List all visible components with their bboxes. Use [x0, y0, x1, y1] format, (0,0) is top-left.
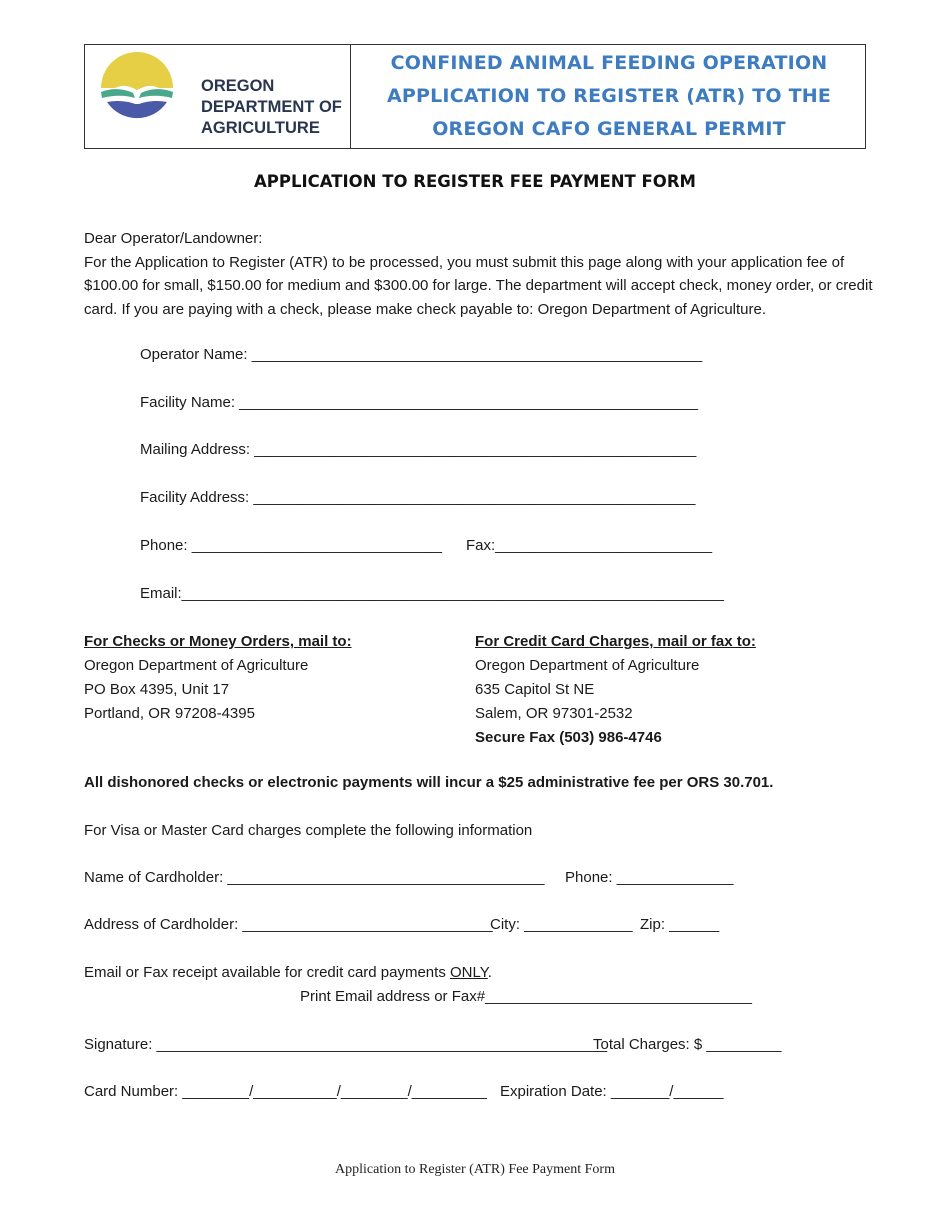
- city-field[interactable]: City: _____________: [490, 916, 633, 933]
- email-field[interactable]: Email:_________________________________________________________________: [140, 585, 724, 602]
- document-title-line-2: APPLICATION TO REGISTER (ATR) TO THE: [386, 85, 832, 107]
- receipt-note: [84, 964, 492, 981]
- document-title: [351, 47, 867, 146]
- card-number-field[interactable]: Card Number: ________/__________/________/_________: [84, 1083, 487, 1100]
- oda-logo: [97, 50, 342, 137]
- checks-line-1: Oregon Department of Agriculture: [84, 657, 309, 674]
- card-intro: For Visa or Master Card charges complete the following information: [84, 822, 533, 839]
- credit-line-1: Oregon Department of Agriculture: [475, 657, 700, 674]
- logo-line-2: DEPARTMENT OF: [201, 98, 342, 116]
- secure-fax: Secure Fax (503) 986-4746: [475, 729, 662, 746]
- logo-line-3: AGRICULTURE: [201, 119, 320, 137]
- header-box: [84, 44, 866, 149]
- page-footer: Application to Register (ATR) Fee Payment Form: [335, 1162, 615, 1177]
- cardholder-address-field[interactable]: Address of Cardholder: ______________________________: [84, 916, 493, 933]
- document-title-line-3: OREGON CAFO GENERAL PERMIT: [432, 118, 786, 140]
- dishonored-notice: All dishonored checks or electronic payments will incur a $25 administrative fee per ORS 30.701.: [84, 774, 774, 791]
- facility-name-field[interactable]: Facility Name: _______________________________________________________: [140, 394, 699, 411]
- zip-field[interactable]: Zip: ______: [640, 916, 720, 933]
- credit-address-block: [475, 630, 756, 750]
- intro-text: [84, 227, 884, 322]
- cardholder-phone-field[interactable]: Phone: ______________: [565, 869, 734, 886]
- document-title-line-1: CONFINED ANIMAL FEEDING OPERATION: [390, 52, 828, 74]
- salutation: Dear Operator/Landowner:: [84, 230, 263, 247]
- mailing-address-field[interactable]: Mailing Address: _____________________________________________________: [140, 441, 697, 458]
- expiration-date-field[interactable]: Expiration Date: _______/______: [500, 1083, 724, 1100]
- print-email-field[interactable]: Print Email address or Fax#________________________________: [300, 988, 753, 1005]
- cardholder-name-field[interactable]: Name of Cardholder: ______________________________________: [84, 869, 545, 886]
- checks-address-block: [84, 630, 352, 726]
- logo-wordmark: [201, 76, 351, 139]
- oda-logo-mark-icon: [97, 48, 177, 128]
- total-charges-field[interactable]: Total Charges: $ _________: [593, 1036, 782, 1053]
- intro-paragraph: For the Application to Register (ATR) to be processed, you must submit this page along with your application fee of $100.00 for small, $150.00 for medium and $300.00 for large. The department will accept check, money order, or credit card. If you are paying with a check, please make check payable to: Oregon Department of Agriculture.: [84, 253, 873, 319]
- facility-address-field[interactable]: Facility Address: _____________________________________________________: [140, 489, 696, 506]
- receipt-note-only: ONLY: [449, 964, 488, 981]
- signature-field[interactable]: Signature: ______________________________________________________: [84, 1036, 608, 1053]
- checks-heading: For Checks or Money Orders, mail to:: [84, 633, 352, 650]
- credit-heading: For Credit Card Charges, mail or fax to:: [475, 633, 756, 650]
- fax-field[interactable]: Fax:__________________________: [466, 537, 713, 554]
- checks-line-3: Portland, OR 97208-4395: [84, 705, 255, 722]
- operator-name-field[interactable]: Operator Name: ______________________________________________________: [140, 346, 703, 363]
- receipt-note-period: .: [487, 964, 492, 981]
- phone-field[interactable]: Phone: ______________________________: [140, 537, 442, 554]
- receipt-note-text: Email or Fax receipt available for credit card payments: [84, 964, 450, 981]
- checks-line-2: PO Box 4395, Unit 17: [84, 681, 230, 698]
- credit-line-3: Salem, OR 97301-2532: [475, 705, 633, 722]
- form-title: APPLICATION TO REGISTER FEE PAYMENT FORM: [254, 172, 696, 191]
- credit-line-2: 635 Capitol St NE: [475, 681, 595, 698]
- logo-line-1: OREGON: [201, 77, 275, 95]
